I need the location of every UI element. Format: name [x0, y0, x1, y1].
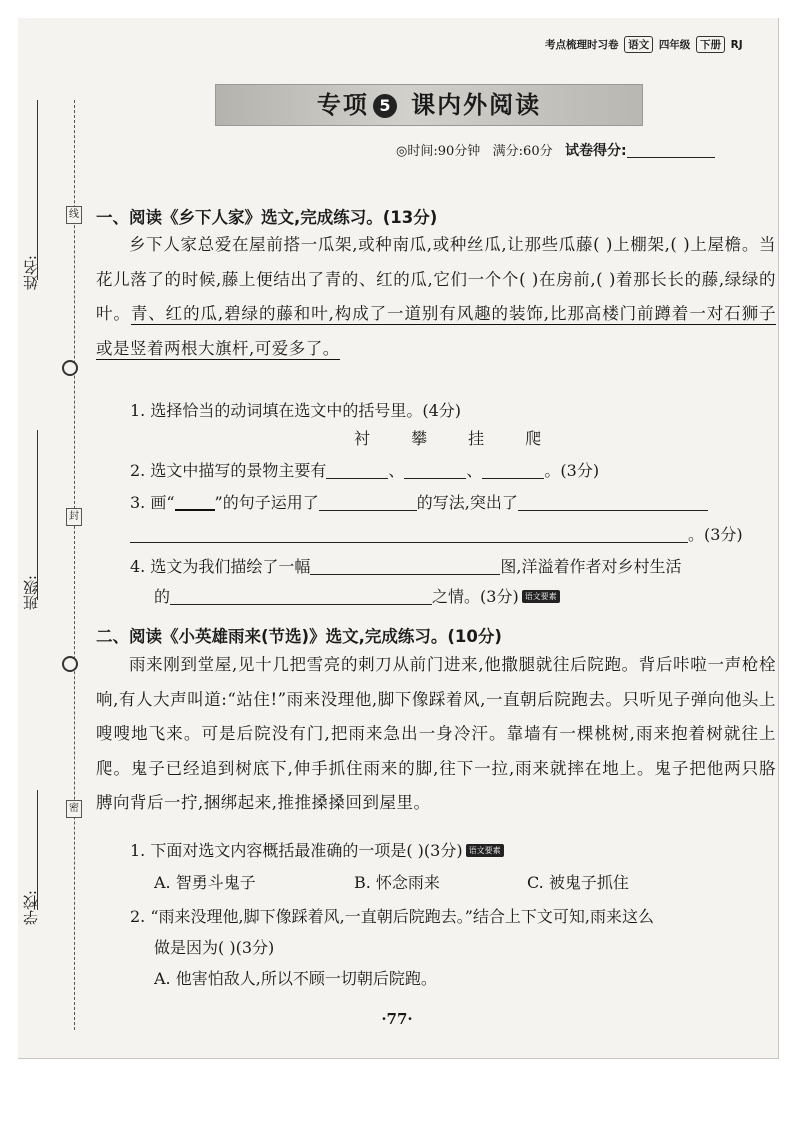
- s2-q1-text: 1. 下面对选文内容概括最准确的一项是( )(3分): [130, 841, 463, 860]
- option-b[interactable]: B. 怀念雨来: [354, 873, 440, 892]
- name-label: 姓名:: [22, 255, 40, 291]
- key-element-badge: 语文要素: [466, 844, 504, 857]
- answer-blank[interactable]: [130, 542, 688, 543]
- s1-question-4-cont: [154, 584, 560, 607]
- key-element-badge: 语文要素: [522, 590, 560, 603]
- answer-blank[interactable]: [404, 478, 466, 479]
- s2-question-2-cont: 做是因为( )(3分): [154, 938, 275, 957]
- word-option: 攀: [411, 429, 428, 448]
- section2-passage: 雨来刚到堂屋,见十几把雪亮的刺刀从前门进来,他撒腿就往后院跑。背后咔啦一声枪栓响,有人大声叫道:“站住!”雨来没理他,脚下像踩着风,一直朝后院跑去。只听见子弹向他头上嗖嗖地飞来。可是后院没有门,把雨来急出一身冷汗。靠墙有一棵桃树,雨来抱着树就往上爬。鬼子已经追到树底下,伸手抓住雨来的脚,往下一拉,雨来就摔在地上。鬼子把他两只胳膊向背后一拧,捆绑起来,推推搡搡回到屋里。: [96, 655, 776, 812]
- option-a[interactable]: A. 智勇斗鬼子: [154, 873, 256, 892]
- s1-question-2: [130, 458, 599, 481]
- option-c[interactable]: C. 被鬼子抓住: [527, 873, 629, 892]
- series-name: 考点梳理时习卷: [545, 39, 619, 51]
- title-prefix: 专项: [316, 91, 369, 119]
- binding-hole-icon: [62, 656, 78, 672]
- underline-sample: [175, 509, 215, 511]
- answer-blank[interactable]: [319, 510, 417, 511]
- word-option: 爬: [525, 429, 542, 448]
- section1-title: 一、阅读《乡下人家》选文,完成练习。(13分): [96, 208, 438, 227]
- q4-text: 之情。(3分): [432, 587, 519, 606]
- q4-text: 的: [154, 587, 171, 606]
- answer-blank[interactable]: [482, 478, 544, 479]
- name-blank-line: [37, 100, 38, 280]
- school-label: 学校:: [22, 890, 40, 926]
- word-option: 衬: [353, 429, 370, 448]
- binding-dashed-line: [74, 100, 75, 1030]
- q3-text: 的写法,突出了: [416, 493, 518, 512]
- answer-blank[interactable]: [518, 510, 708, 511]
- q2-separator: 、: [466, 461, 483, 480]
- option-a[interactable]: A. 他害怕敌人,所以不顾一切朝后院跑。: [154, 969, 437, 988]
- underlined-sentence: 青、红的瓜,碧绿的藤和叶,构成了一道别有风趣的装饰,比那高楼门前蹲着一对石狮子或是竖着两根大旗杆,可爱多了。: [96, 304, 776, 358]
- answer-blank[interactable]: [310, 574, 500, 575]
- seal-char-line: 线: [66, 206, 82, 224]
- q2-separator: 、: [388, 461, 405, 480]
- edition-label: RJ: [730, 39, 743, 51]
- s2-question-2: 2. “雨来没理他,脚下像踩着风,一直朝后院跑去。”结合上下文可知,雨来这么: [130, 907, 654, 926]
- word-bank: [336, 426, 559, 449]
- page-number: ·77·: [381, 1010, 413, 1028]
- volume-badge: 下册: [696, 36, 725, 53]
- q2-end: 。(3分): [544, 461, 600, 480]
- time-limit: ◎时间:90分钟: [396, 144, 481, 159]
- answer-blank[interactable]: [170, 604, 432, 605]
- binding-hole-icon: [62, 360, 78, 376]
- s2-question-1: [130, 838, 504, 861]
- s1-question-1: 1. 选择恰当的动词填在选文中的括号里。(4分): [130, 401, 462, 420]
- title-number-badge: 5: [373, 94, 397, 118]
- answer-blank[interactable]: [326, 478, 388, 479]
- q2-text: 2. 选文中描写的景物主要有: [130, 461, 327, 480]
- full-score: 满分:60分: [492, 144, 553, 159]
- s1-question-3: [130, 490, 708, 513]
- passage-text: 乡下人家总爱在屋前搭一瓜架,或种南瓜,或种丝瓜,让那些瓜藤( )上棚架,( )上屋檐。当花儿落了的时候,藤上便结出了青的、红的瓜,它们一个个( )在房前,( )着那长长的藤,绿绿的叶。: [96, 235, 776, 323]
- score-label: 试卷得分:: [565, 143, 627, 159]
- section2-title: 二、阅读《小英雄雨来(节选)》选文,完成练习。(10分): [96, 627, 502, 646]
- page-header: [545, 36, 743, 53]
- s1-question-4: [130, 554, 681, 577]
- seal-char-seal: 封: [66, 508, 82, 526]
- subject-badge: 语文: [624, 36, 653, 53]
- grade-label: 四年级: [658, 39, 691, 51]
- q3-text: 3. 画“: [130, 493, 175, 512]
- seal-char-secret: 密: [66, 800, 82, 818]
- exam-meta: [396, 140, 715, 160]
- q4-text: 4. 选文为我们描绘了一幅: [130, 557, 311, 576]
- q4-text: 图,洋溢着作者对乡村生活: [500, 557, 682, 576]
- page-title: [215, 84, 643, 126]
- s1-question-3-cont: [130, 522, 743, 545]
- score-blank[interactable]: [627, 157, 715, 158]
- section1-passage: [96, 228, 776, 366]
- q3-text: ”的句子运用了: [214, 493, 319, 512]
- class-label: 班级:: [22, 575, 40, 611]
- title-name: 课内外阅读: [411, 91, 542, 119]
- word-option: 挂: [468, 429, 485, 448]
- q3-end: 。(3分): [688, 525, 743, 544]
